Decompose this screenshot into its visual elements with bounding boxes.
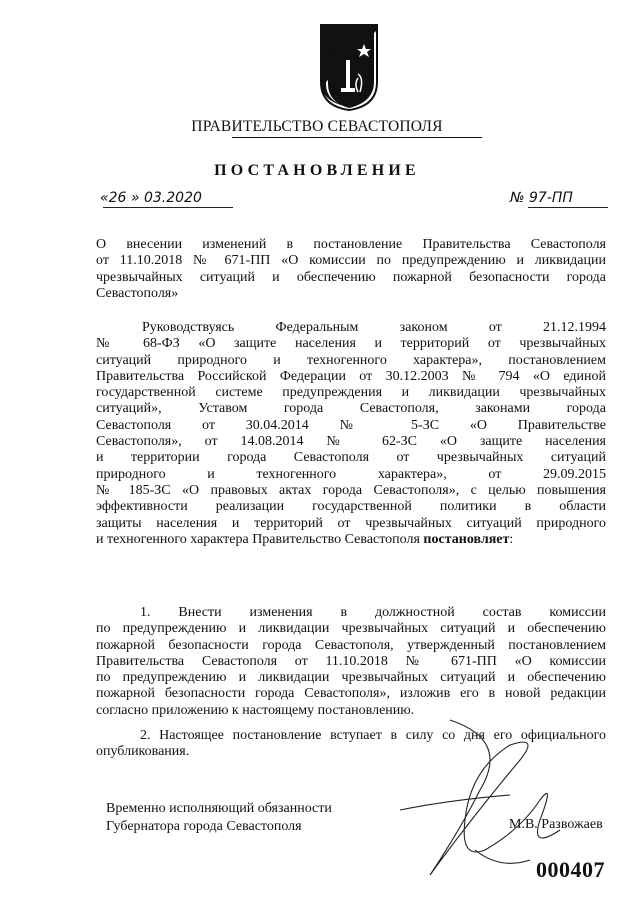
preamble-line: № 185-ЗС «О правовых актах города Севастополя», с целью повышения	[96, 482, 606, 498]
document-subject	[96, 237, 606, 302]
date-underline	[103, 207, 233, 208]
signer-name: М.В. Развожаев	[509, 817, 603, 832]
decree-keyword: постановляет	[423, 531, 510, 547]
serial-number: 000407	[536, 857, 605, 882]
subject-line: чрезвычайных ситуаций и обеспечению пожарной безопасности города	[96, 269, 606, 285]
document-date: «26 » 03.2020	[100, 190, 202, 206]
item1-line: пожарной безопасности города Севастополя», изложив его в новой редакции	[96, 686, 606, 702]
signer-position-line: Временно исполняющий обязанности	[106, 801, 332, 816]
document-number: № 97-ПП	[510, 190, 573, 206]
signer-position	[106, 800, 332, 836]
preamble-line: и техногенного характера Правительство Севастополя	[96, 531, 420, 547]
subject-line: от 11.10.2018 № 671-ПП «О комиссии по предупреждению и ликвидации	[96, 253, 606, 269]
preamble-line: Правительства Российской Федерации от 30.12.2003 № 794 «О единой	[96, 368, 606, 384]
preamble-final-line	[96, 532, 606, 548]
sevastopol-coat-of-arms-icon	[318, 22, 380, 112]
organization-underline	[232, 137, 482, 138]
preamble-line: Руководствуясь Федеральным законом от 21.12.1994	[142, 320, 606, 335]
preamble-line: природного и техногенного характера», от 29.09.2015	[96, 466, 606, 482]
item2-line: 2. Настоящее постановление вступает в силу со дня его официального	[140, 728, 606, 743]
item1-line: пожарной безопасности города Севастополя, утвержденный постановлением	[96, 637, 606, 653]
organization-name: ПРАВИТЕЛЬСТВО СЕВАСТОПОЛЯ	[191, 118, 443, 135]
item1-line: по предупреждению и ликвидации чрезвычайных ситуаций и обеспечению	[96, 621, 606, 637]
item1-line: 1. Внести изменения в должностной состав комиссии	[140, 605, 606, 620]
item1-line: по предупреждению и ликвидации чрезвычайных ситуаций и обеспечению	[96, 670, 606, 686]
subject-line: О внесении изменений в постановление Правительства Севастополя	[96, 237, 606, 252]
item1-line: согласно приложению к настоящему постановлению.	[96, 702, 415, 718]
preamble-line: и территории города Севастополя от чрезвычайных ситуаций	[96, 450, 606, 466]
preamble-colon: :	[509, 531, 514, 547]
preamble-line: ситуаций природного и техногенного характера», постановлением	[96, 352, 606, 368]
document-type-title: ПОСТАНОВЛЕНИЕ	[214, 162, 420, 179]
item2-line: опубликования.	[96, 744, 190, 760]
signer-position-line: Губернатора города Севастополя	[106, 819, 302, 834]
preamble-line: ситуаций», Уставом города Севастополя, законами города	[96, 401, 606, 417]
number-underline	[528, 207, 608, 208]
preamble-paragraph	[96, 320, 606, 548]
preamble-line: № 68-ФЗ «О защите населения и территорий от чрезвычайных	[96, 336, 606, 352]
preamble-line: Севастополя от 30.04.2014 № 5-ЗС «О Правительстве	[96, 417, 606, 433]
item1-line: Правительства Севастополя от 11.10.2018 № 671-ПП «О комиссии	[96, 653, 606, 669]
preamble-line: эффективности реализации государственной политики в области	[96, 499, 606, 515]
preamble-line: защиты населения и территорий от чрезвычайных ситуаций природного	[96, 515, 606, 531]
subject-line: Севастополя»	[96, 285, 179, 301]
preamble-line: Севастополя», от 14.08.2014 № 62-ЗС «О защите населения	[96, 434, 606, 450]
preamble-line: государственной системе предупреждения и ликвидации чрезвычайных	[96, 385, 606, 401]
